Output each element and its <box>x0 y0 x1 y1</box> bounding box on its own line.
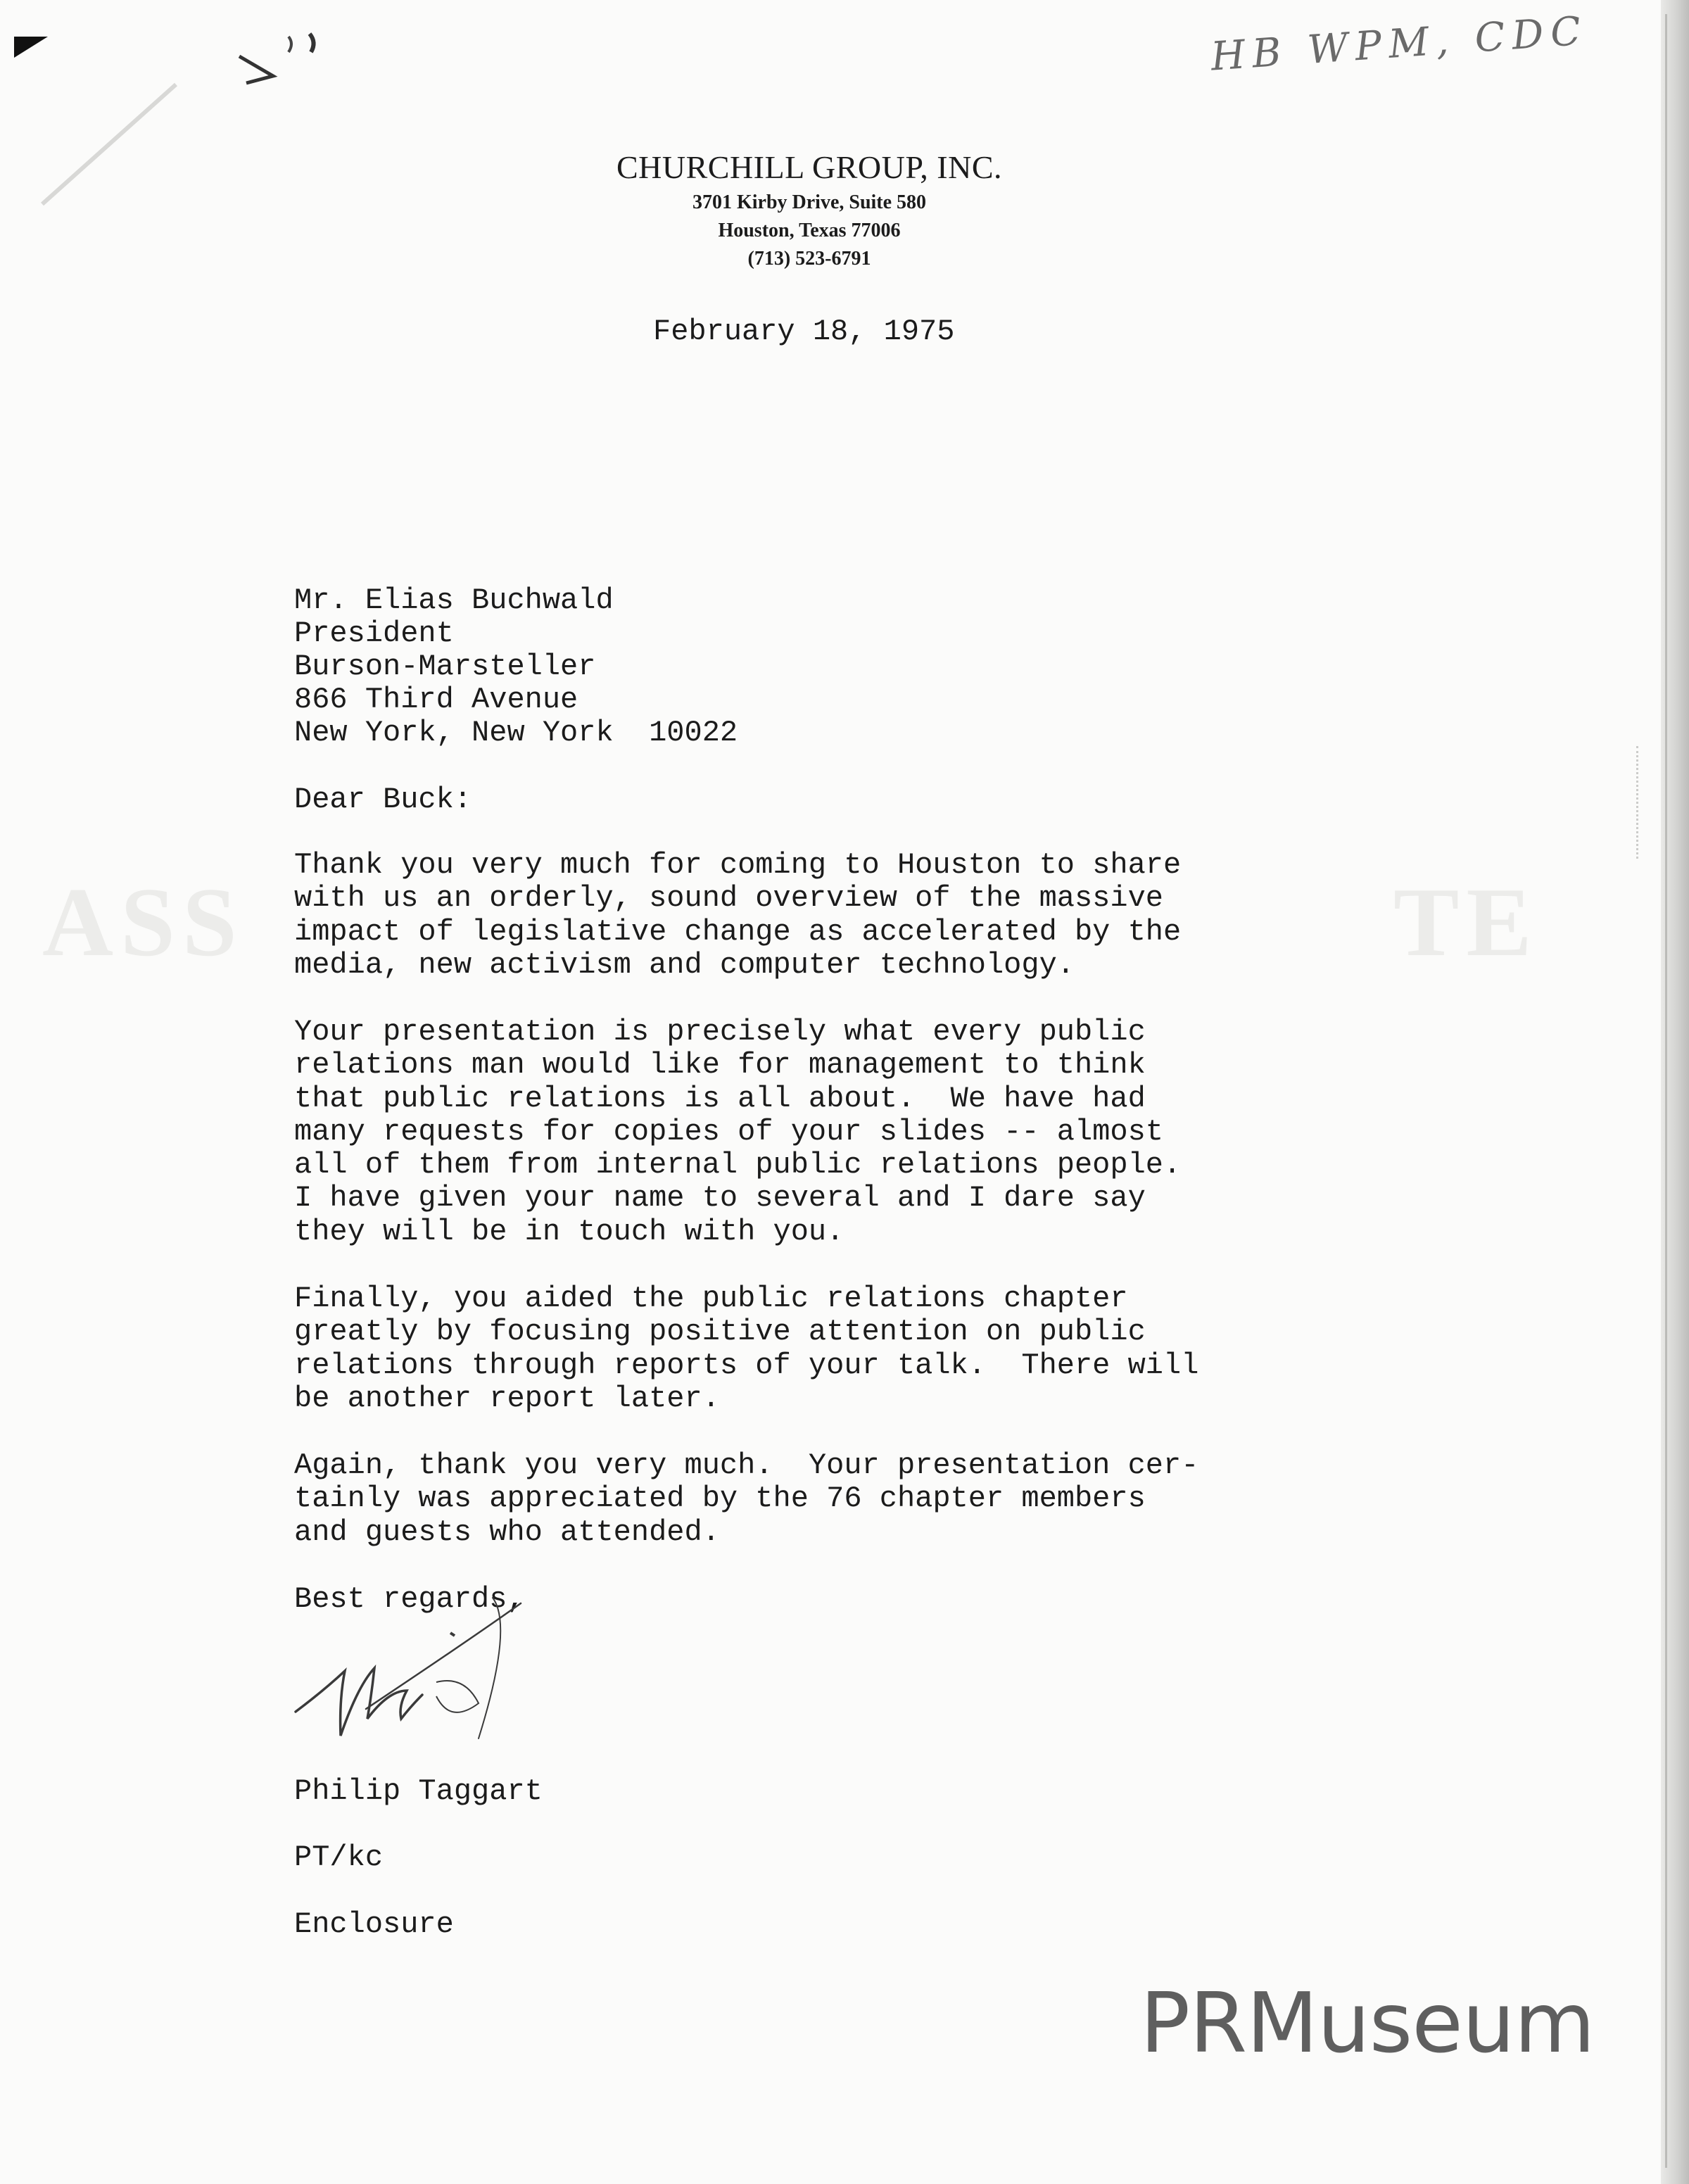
body-paragraph: Your presentation is precisely what every public relations man would like for management to think that public relations is all about. We have had many requests for copies of your slides -- almost all of them from internal public relations people. I have given your name to several and I dare say they will be in touch with you. <box>294 1015 1182 1249</box>
prmuseum-watermark: PRMuseum <box>1140 1974 1595 2071</box>
salutation: Dear Buck: <box>294 783 472 816</box>
typist-initials: PT/kc <box>294 1841 384 1874</box>
company-city: Houston, Texas 77006 <box>718 220 901 241</box>
company-street: 3701 Kirby Drive, Suite 580 <box>692 191 927 213</box>
letterhead <box>493 146 1126 273</box>
recipient-name: Mr. Elias Buchwald <box>294 583 614 617</box>
recipient-title: President <box>294 617 454 650</box>
closing: Best regards, <box>294 1582 525 1616</box>
bleed-through-decoration: ASS <box>42 868 244 977</box>
bleed-through-decoration: TE <box>1393 868 1539 977</box>
company-name: CHURCHILL GROUP, INC. <box>616 149 1003 185</box>
letter-date: February 18, 1975 <box>653 315 955 348</box>
staple-mark <box>1636 746 1647 859</box>
handwritten-note: HB WPM, CDC <box>1209 8 1590 80</box>
recipient-city: New York, New York 10022 <box>294 716 738 750</box>
signer-name: Philip Taggart <box>294 1774 543 1808</box>
body-paragraph: Again, thank you very much. Your presentation cer- tainly was appreciated by the 76 chapter members and guests who attended. <box>294 1448 1199 1549</box>
recipient-street: 866 Third Avenue <box>294 683 578 717</box>
body-paragraph: Finally, you aided the public relations chapter greatly by focusing positive attention on public relations through reports of your talk. There will be another report later. <box>294 1282 1199 1415</box>
top-left-marks <box>0 0 422 225</box>
company-phone: (713) 523-6791 <box>747 248 871 270</box>
recipient-company: Burson-Marsteller <box>294 650 596 683</box>
body-paragraph: Thank you very much for coming to Houston to share with us an orderly, sound overview of the massive impact of legislative change as accelerated by the media, new activism and computer technology. <box>294 848 1182 982</box>
page-edge-line <box>1665 14 1667 2168</box>
enclosure-note: Enclosure <box>294 1907 454 1941</box>
signature <box>282 1591 577 1774</box>
